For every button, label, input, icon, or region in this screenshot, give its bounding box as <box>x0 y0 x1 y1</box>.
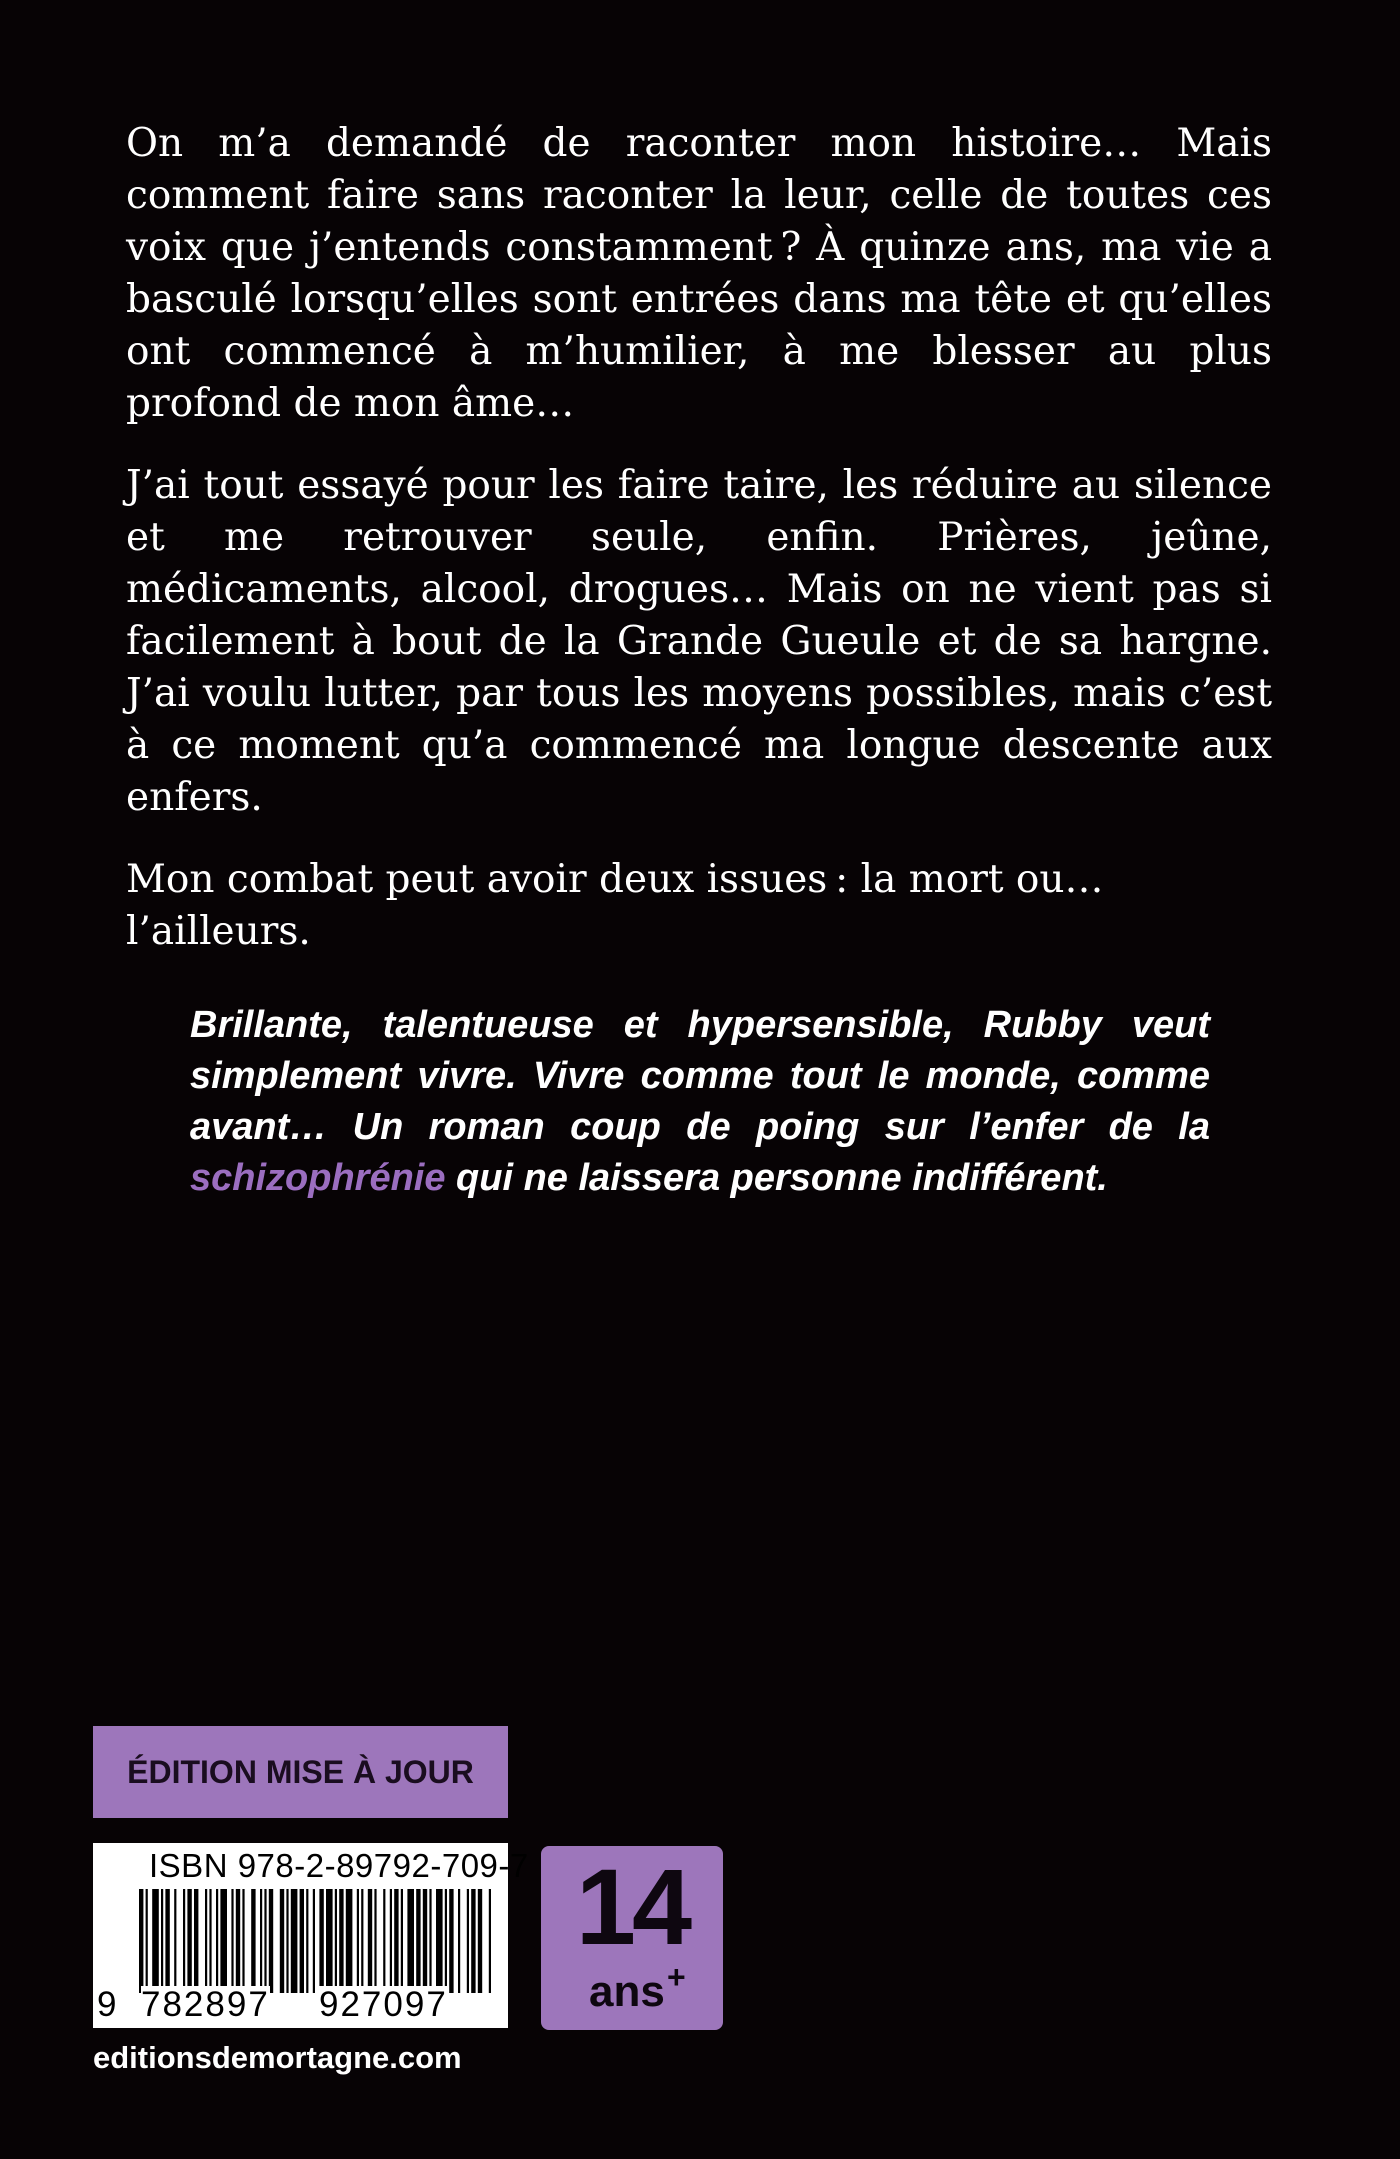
age-rating-number: 14 <box>575 1846 689 1967</box>
blurb-text-start: Brillante, talentueuse et hypersensible, Rubby veut simplement vivre. Vivre comme tout le monde, comme avant… Un roman coup de poing sur l’enfer de la <box>190 1004 1210 1148</box>
age-rating-unit: ans <box>589 1967 665 2016</box>
isbn-barcode <box>93 1843 529 2028</box>
barcode-digit-group-right: 927097 <box>319 1985 448 2024</box>
blurb-highlight-word: schizophrénie <box>190 1157 446 1199</box>
blurb-text <box>190 1000 1210 1204</box>
barcode-digit-group-left: 782897 <box>141 1985 270 2024</box>
intro-paragraph-2: J’ai tout essayé pour les faire taire, les réduire au silence et me retrouver seule, enfin. Prières, jeûne, médicaments, alcool, drogues… Mais on ne vient pas si facilement à bout de la Grande Gueule et de sa hargne. J’ai voulu lutter, par tous les moyens possibles, mais c’est à ce moment qu’a commencé ma longue descente aux enfers. <box>126 463 1272 820</box>
barcode-digit-first: 9 <box>97 1985 117 2024</box>
intro-paragraph-3: Mon combat peut avoir deux issues : la mort ou… l’ailleurs. <box>126 857 1104 954</box>
isbn-label: ISBN 978-2-89792-709-7 <box>149 1847 529 1884</box>
intro-text <box>126 118 1272 988</box>
edition-banner: ÉDITION MISE À JOUR <box>93 1726 508 1818</box>
intro-paragraph-1: On m’a demandé de raconter mon histoire… Mais comment faire sans raconter la leur, celle de toutes ces voix que j’entends constamment ? À quinze ans, ma vie a basculé lorsqu’elles sont entrées dans ma tête et qu’elles ont commencé à m’humilier, à me blesser au plus profond de mon âme… <box>126 121 1272 426</box>
age-rating-badge <box>541 1846 723 2030</box>
publisher-website: editionsdemortagne.com <box>93 2040 462 2075</box>
blurb-text-end: qui ne laissera personne indifférent. <box>445 1157 1108 1199</box>
age-rating-plus: + <box>667 1959 686 1995</box>
